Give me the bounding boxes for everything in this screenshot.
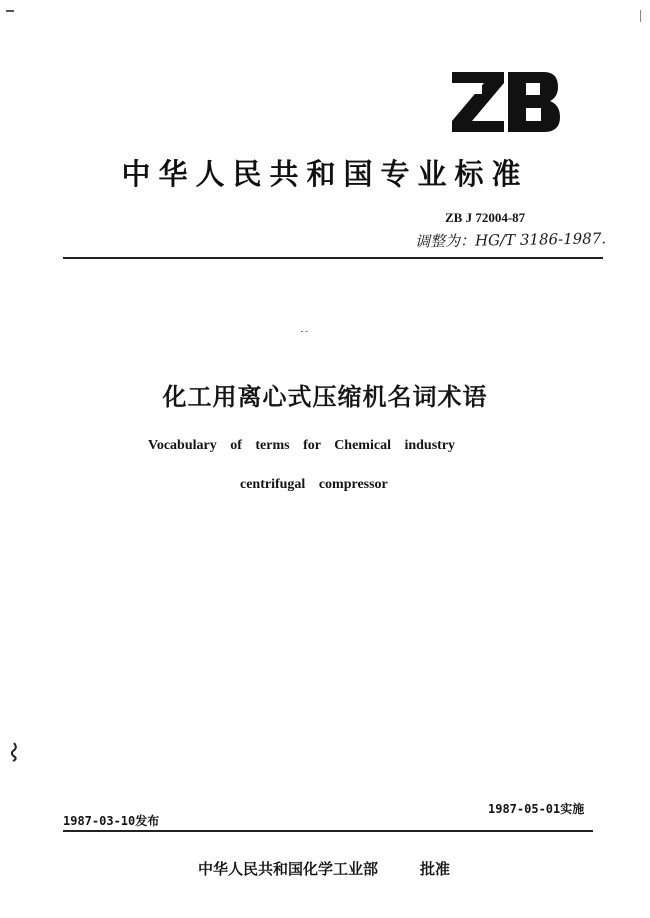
- approval-label: 批准: [420, 860, 451, 878]
- scan-speck: [301, 330, 309, 333]
- handwritten-revision-note: 调整为：HG/T 3186-1987.: [414, 229, 607, 251]
- header-divider: [63, 257, 603, 259]
- issue-date: 1987-03-10发布: [63, 814, 160, 828]
- implementation-date: 1987-05-01实施: [488, 802, 585, 816]
- margin-scribble-mark: [9, 742, 19, 762]
- document-title-cn: 化工用离心式压缩机名词术语: [162, 383, 488, 411]
- document-title-en-line1: Vocabulary of terms for Chemical industry: [148, 438, 456, 453]
- corner-scan-mark: [6, 10, 14, 12]
- edge-scan-mark: [640, 10, 641, 22]
- issuing-authority: 中华人民共和国化学工业部: [198, 860, 379, 878]
- zb-logo: [452, 72, 560, 132]
- standard-category-title: 中华人民共和国专业标准: [121, 157, 529, 191]
- standard-code: ZB J 72004-87: [445, 210, 526, 225]
- footer-divider: [63, 830, 593, 832]
- document-title-en-line2: centrifugal compressor: [240, 477, 388, 492]
